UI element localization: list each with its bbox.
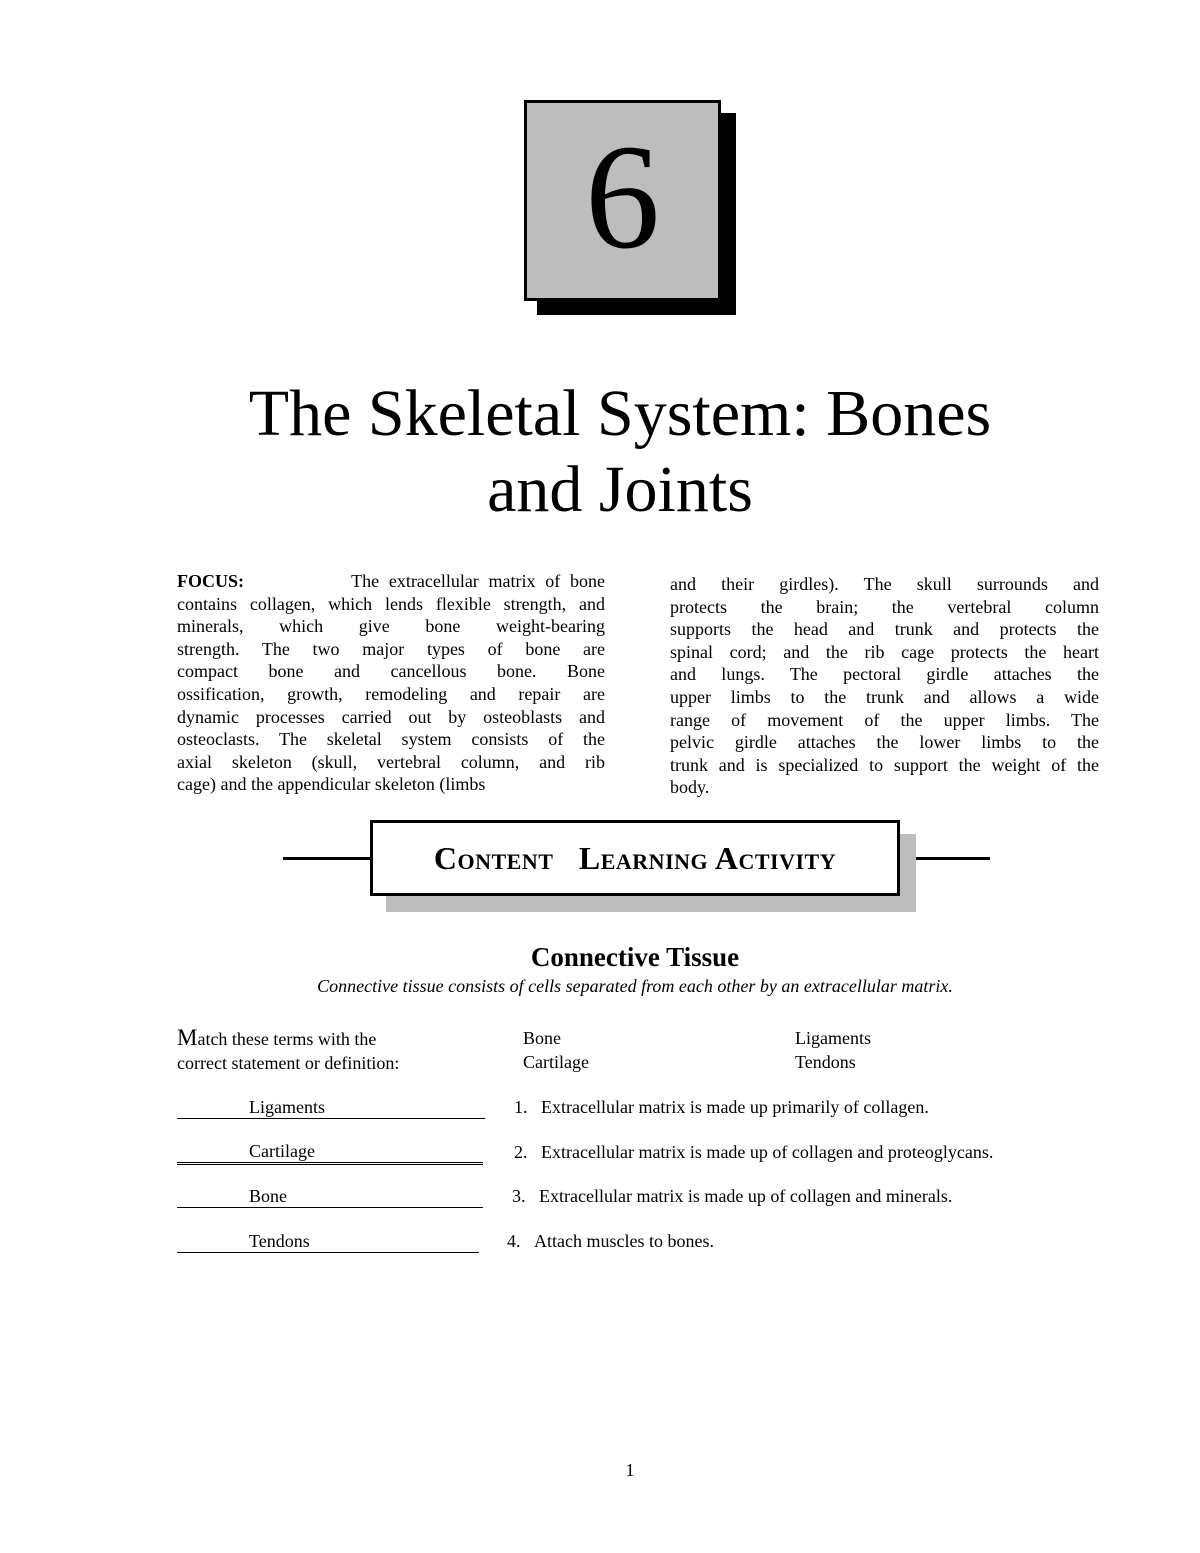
chapter-title-line-2: and Joints	[487, 453, 753, 526]
focus-line: trunk and is specialized to support the weight of the	[670, 754, 1099, 775]
answer-blank-3[interactable]	[177, 1185, 483, 1208]
focus-line: spinal cord; and the rib cage protects the heart	[670, 641, 1099, 662]
page-number: 1	[625, 1460, 635, 1480]
focus-line: and their girdles). The skull surrounds and	[670, 574, 1099, 594]
focus-line: strength. The two major types of bone are	[177, 638, 605, 659]
focus-line: body.	[670, 777, 710, 798]
statement-text: Attach muscles to bones.	[534, 1231, 714, 1251]
focus-line: dynamic processes carried out by osteoblasts and	[177, 706, 605, 727]
chapter-number: 6	[585, 113, 660, 280]
statement-4	[507, 1231, 714, 1252]
banner-initial: L	[578, 839, 601, 876]
answer-text: Bone	[249, 1186, 287, 1206]
focus-line: supports the head and trunk and protects the	[670, 619, 1099, 640]
banner-word: CTIVITY	[738, 848, 837, 874]
answer-text: Tendons	[249, 1231, 310, 1251]
focus-left-column	[177, 570, 605, 796]
focus-line: compact bone and cancellous bone. Bone	[177, 661, 605, 682]
banner-rule-left	[283, 857, 373, 860]
focus-label: FOCUS:	[177, 571, 244, 591]
focus-line: cage) and the appendicular skeleton (limbs	[177, 774, 486, 795]
chapter-number-box	[524, 100, 721, 301]
statement-text: Extracellular matrix is made up of collagen and minerals.	[539, 1186, 953, 1206]
section-title: Connective Tissue	[530, 942, 740, 972]
term-ligaments: Ligaments	[795, 1028, 871, 1048]
chapter-title	[100, 376, 1140, 528]
focus-line: and lungs. The pectoral girdle attaches the	[670, 664, 1099, 685]
focus-line: range of movement of the upper limbs. The	[670, 709, 1099, 730]
instructions-line-2: correct statement or definition:	[177, 1053, 400, 1073]
answer-text: Cartilage	[249, 1141, 315, 1161]
instructions-initial: M	[177, 1025, 198, 1050]
answer-text: Ligaments	[249, 1097, 325, 1117]
statement-3	[512, 1186, 952, 1207]
answer-blank-2[interactable]	[177, 1140, 483, 1165]
focus-line: protects the brain; the vertebral column	[670, 596, 1099, 617]
focus-text: The extracellular matrix of bone	[351, 571, 605, 591]
chapter-title-line-1: The Skeletal System: Bones	[248, 377, 992, 450]
content-learning-activity-banner	[370, 820, 900, 896]
focus-line: contains collagen, which lends flexible strength, and	[177, 593, 605, 614]
focus-line: ossification, growth, remodeling and repair are	[177, 683, 605, 704]
focus-line: minerals, which give bone weight-bearing	[177, 616, 605, 637]
banner-text	[434, 840, 836, 877]
banner-initial: A	[714, 839, 739, 876]
focus-line: axial skeleton (skull, vertebral column, and rib	[177, 751, 605, 772]
term-bone: Bone	[523, 1028, 561, 1048]
answer-blank-1[interactable]	[177, 1096, 485, 1119]
statement-number: 2.	[514, 1142, 528, 1162]
banner-word: EARNING	[600, 848, 709, 874]
instructions-line-1: atch these terms with the	[197, 1029, 377, 1049]
statement-number: 3.	[512, 1186, 526, 1206]
answer-blank-4[interactable]	[177, 1230, 479, 1253]
match-instructions	[177, 1026, 399, 1075]
focus-line: osteoclasts. The skeletal system consists of the	[177, 729, 605, 750]
section-subtitle: Connective tissue consists of cells separated from each other by an extracellular matrix.	[317, 976, 953, 996]
focus-line	[177, 570, 605, 593]
statement-1	[514, 1097, 929, 1118]
banner-word: ONTENT	[457, 848, 554, 874]
statement-number: 1.	[514, 1097, 528, 1117]
focus-right-column	[670, 573, 1099, 799]
focus-line: pelvic girdle attaches the lower limbs to the	[670, 732, 1099, 753]
statement-text: Extracellular matrix is made up primarily of collagen.	[541, 1097, 929, 1117]
banner-initial: C	[433, 839, 458, 876]
statement-2	[514, 1142, 993, 1163]
statement-number: 4.	[507, 1231, 521, 1251]
focus-line: upper limbs to the trunk and allows a wide	[670, 686, 1099, 707]
term-tendons: Tendons	[795, 1052, 856, 1072]
statement-text: Extracellular matrix is made up of collagen and proteoglycans.	[541, 1142, 994, 1162]
term-cartilage: Cartilage	[523, 1052, 589, 1072]
